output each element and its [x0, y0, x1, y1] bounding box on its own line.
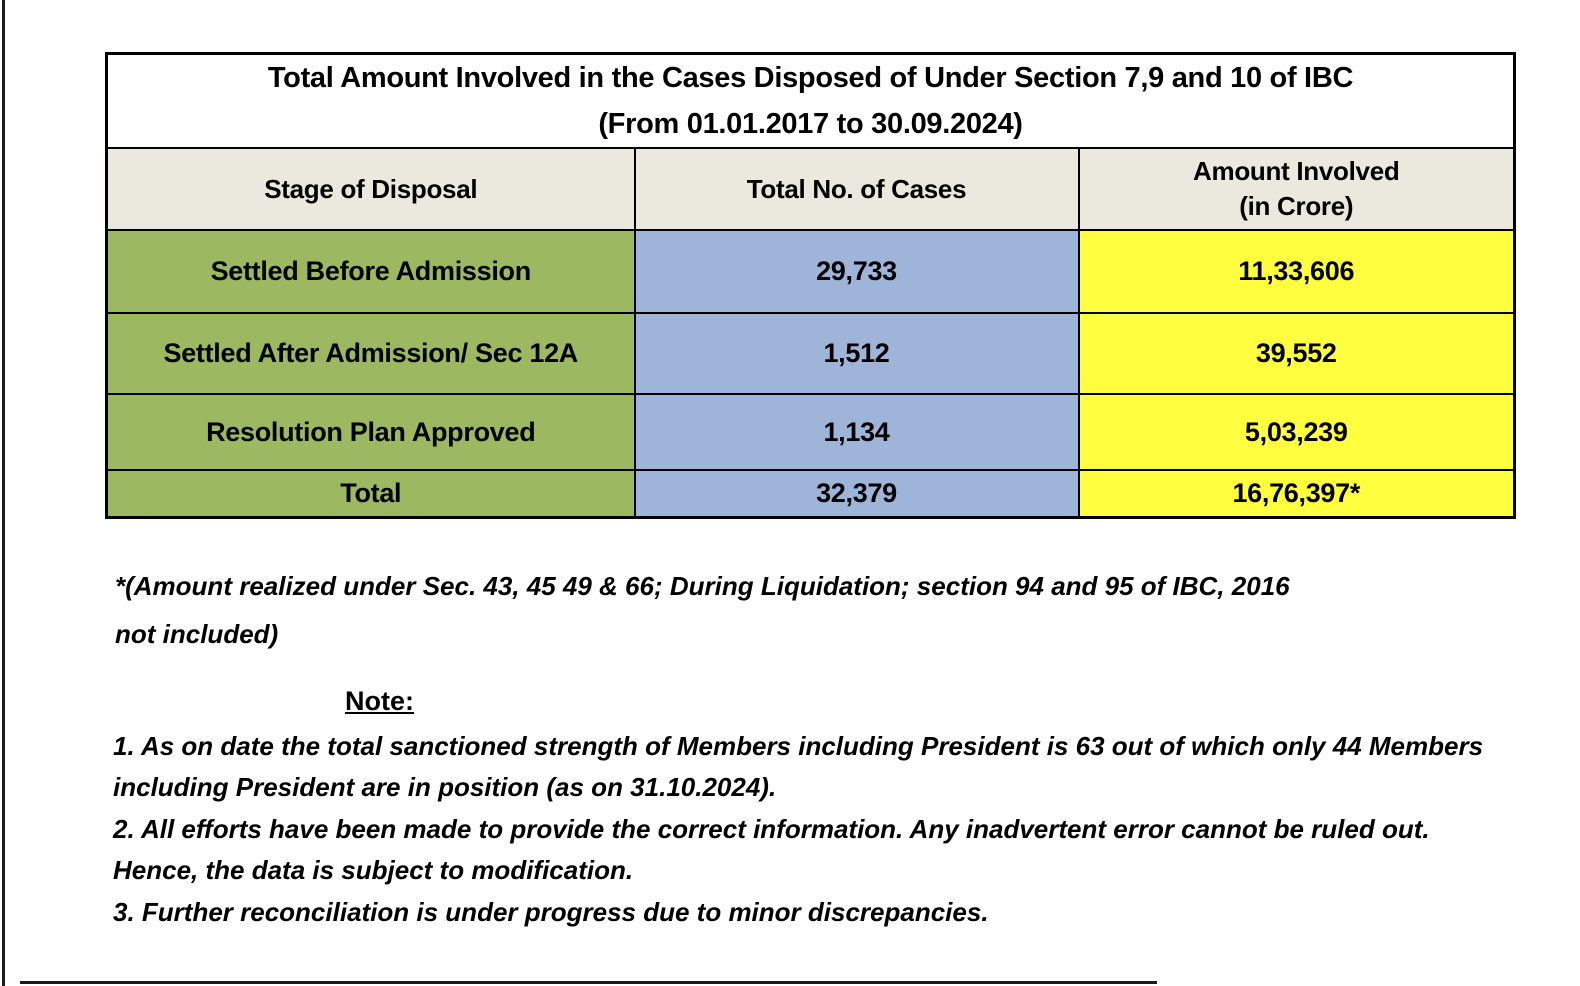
header-stage-of-disposal: Stage of Disposal [107, 148, 635, 230]
page-edge-line-bottom [20, 981, 1157, 984]
cases-cell: 1,512 [635, 313, 1079, 394]
stage-cell: Settled Before Admission [107, 230, 635, 313]
note-item-3-line1: 3. Further reconciliation is under progress due to minor discrepancies. [113, 897, 989, 927]
stage-cell: Resolution Plan Approved [107, 394, 635, 470]
ibc-disposal-table [105, 52, 1516, 519]
note-item-1-line1: 1. As on date the total sanctioned strength of Members including President is 63 out of which only 44 Members [113, 731, 1484, 761]
amount-cell: 39,552 [1079, 313, 1515, 394]
footnote-line1: *(Amount realized under Sec. 43, 45 49 & 66; During Liquidation; section 94 and 95 of IBC, 2016 [115, 571, 1290, 601]
amount-cell: 11,33,606 [1079, 230, 1515, 313]
table-title-line1: Total Amount Involved in the Cases Disposed of Under Section 7,9 and 10 of IBC [267, 62, 1354, 94]
cases-cell: 29,733 [635, 230, 1079, 313]
asterisk-footnote [115, 562, 1290, 658]
page-edge-line-left [2, 0, 5, 986]
table-total-row [107, 470, 1515, 518]
table-row [107, 394, 1515, 470]
table-title-row [107, 54, 1515, 149]
total-cases-cell: 32,379 [635, 470, 1079, 518]
header-total-no-of-cases: Total No. of Cases [635, 148, 1079, 230]
note-item-1-line2: including President are in position (as on 31.10.2024). [113, 772, 777, 802]
table-title-line2: (From 01.01.2017 to 30.09.2024) [598, 108, 1023, 140]
header-amount-involved-line1: Amount Involved [1193, 156, 1400, 186]
note-item-2-line1: 2. All efforts have been made to provide the correct information. Any inadvertent error cannot be ruled out. [113, 814, 1430, 844]
table-header-row [107, 148, 1515, 230]
stage-cell: Settled After Admission/ Sec 12A [107, 313, 635, 394]
note-item-2-line2: Hence, the data is subject to modification. [113, 855, 634, 885]
cases-cell: 1,134 [635, 394, 1079, 470]
table-title-cell [107, 54, 1515, 149]
notes-list [113, 726, 1483, 933]
note-heading: Note: [345, 686, 414, 716]
footnote-line2: not included) [115, 619, 279, 649]
table-row [107, 230, 1515, 313]
header-amount-involved-line2: (in Crore) [1239, 191, 1354, 221]
header-amount-involved [1079, 148, 1515, 230]
table-row [107, 313, 1515, 394]
total-amount-cell: 16,76,397* [1079, 470, 1515, 518]
total-label-cell: Total [107, 470, 635, 518]
amount-cell: 5,03,239 [1079, 394, 1515, 470]
